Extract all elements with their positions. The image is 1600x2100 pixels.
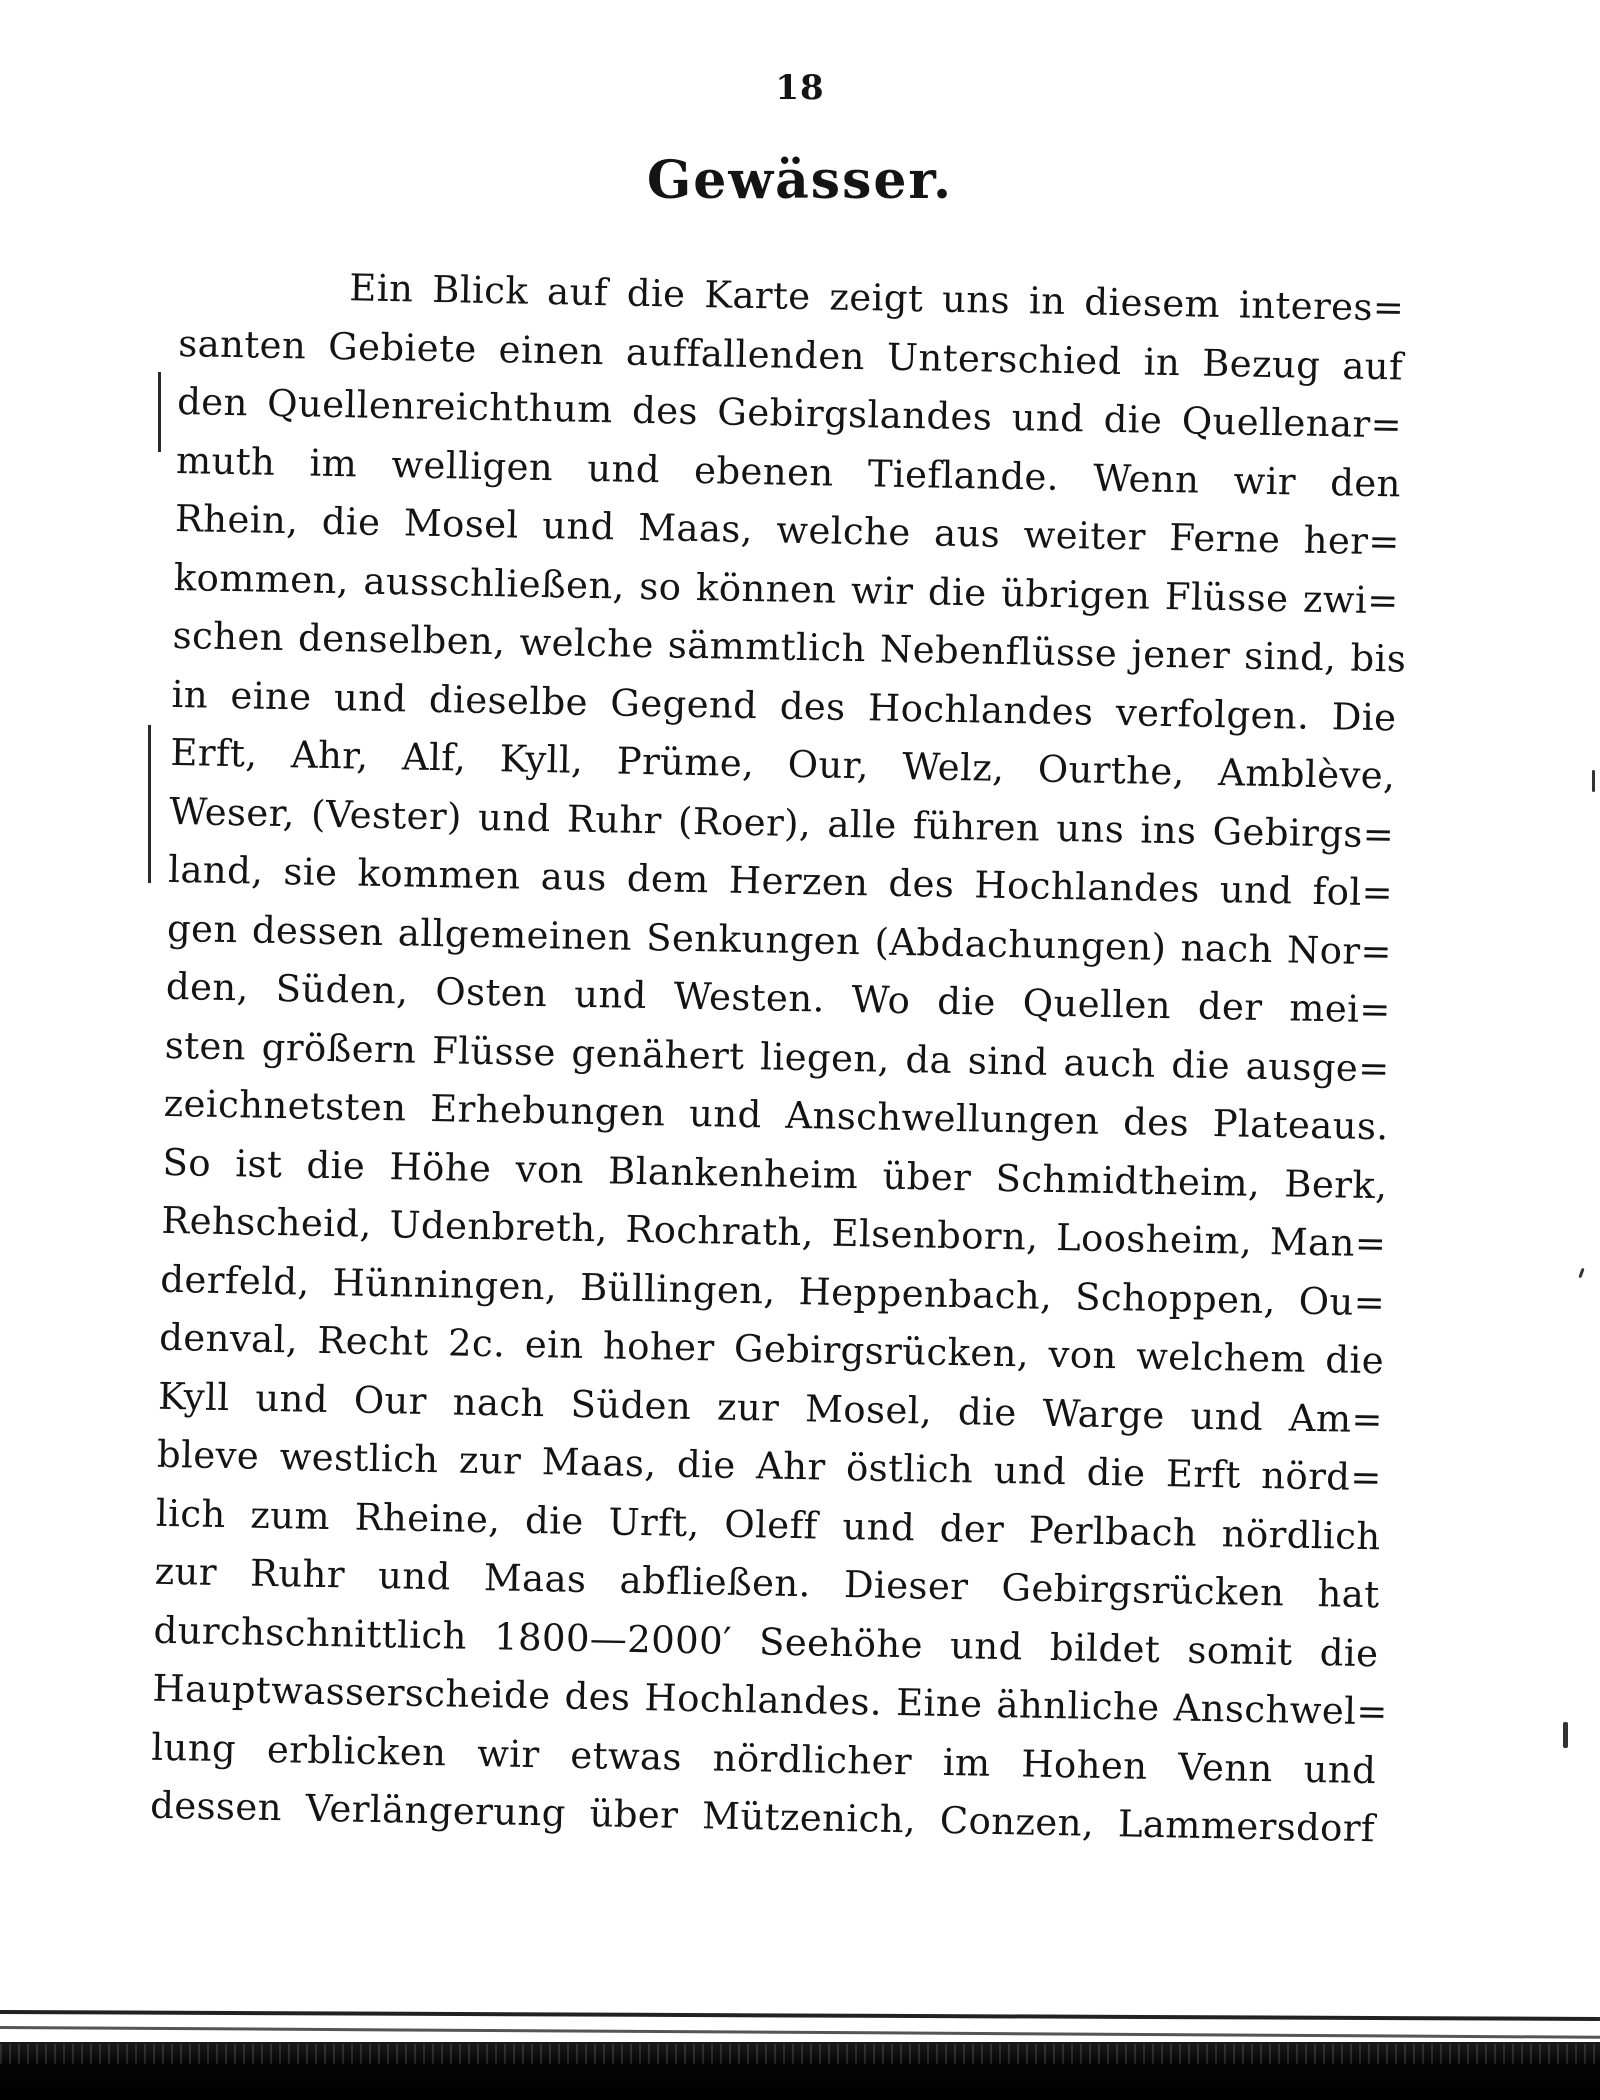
text-line: Hauptwasserscheide des Hochlandes. Eine ähnliche Anschwel= [152,1666,1389,1734]
text-line: Weser, (Vester) und Ruhr (Roer), alle führen uns ins Gebirgs= [168,789,1395,856]
text-line: Erft, Ahr, Alf, Kyll, Prüme, Our, Welz, Ourthe, Amblève, [170,730,1396,798]
text-line: den Quellenreichthum des Gebirgslandes und die Quellenar= [176,379,1403,447]
text-line: zur Ruhr und Maas abfließen. Dieser Gebirgsrücken hat [154,1549,1380,1617]
body-paragraph [150,256,1405,1859]
text-line: in eine und dieselbe Gegend des Hochlandes verfolgen. Die [171,672,1397,739]
text-line: den, Süden, Osten und Westen. Wo die Quellen der mei= [165,964,1392,1032]
margin-mark [148,725,151,883]
text-line: bleve westlich zur Maas, die Ahr östlich und die Erft nörd= [156,1432,1383,1500]
scan-noise [0,2044,1600,2064]
text-line: kommen, ausschließen, so können wir die übrigen Flüsse zwi= [173,555,1400,622]
text-line: zeichnetsten Erhebungen und Anschwellungen des Plateaus. [163,1081,1389,1149]
section-heading: Gewässer. [646,150,954,211]
margin-mark [158,372,161,452]
scan-speck [1563,1722,1568,1748]
text-line: derfeld, Hünningen, Büllingen, Heppenbach, Schoppen, Ou= [159,1257,1386,1324]
text-line: land, sie kommen aus dem Herzen des Hochlandes und fol= [167,847,1394,915]
text-line: santen Gebiete einen auffallenden Unterschied in Bezug auf [177,321,1404,388]
text-line: schen denselben, welche sämmtlich Nebenflüsse jener sind, bis [172,613,1407,681]
text-line: Rhein, die Mosel und Maas, welche aus weiter Ferne her= [174,496,1401,564]
text-line: Kyll und Our nach Süden zur Mosel, die Warge und Am= [157,1374,1384,1441]
scan-speck [1592,770,1595,792]
text-line: Rehscheid, Udenbreth, Rochrath, Elsenborn, Loosheim, Man= [161,1198,1387,1266]
scan-bottom-edge [0,2000,1600,2100]
text-line: muth im welligen und ebenen Tieflande. Wenn wir den [175,438,1402,505]
text-line: So ist die Höhe von Blankenheim über Schmidtheim, Berk, [162,1140,1388,1207]
text-line: lung erblicken wir etwas nördlicher im Hohen Venn und [150,1725,1377,1792]
text-line: denval, Recht 2c. ein hoher Gebirgsrücken, von welchem die [158,1315,1385,1383]
text-line: lich zum Rheine, die Urft, Oleff und der Perlbach nördlich [155,1491,1382,1558]
text-line: sten größern Flüsse genähert liegen, da sind auch die ausge= [164,1023,1391,1090]
scan-speck [1578,1268,1584,1278]
scan-edge-line [0,2026,1600,2039]
text-line: durchschnittlich 1800—2000′ Seehöhe und bildet somit die [153,1608,1379,1675]
text-line: gen dessen allgemeinen Senkungen (Abdachungen) nach Nor= [166,906,1393,973]
text-line: Ein Blick auf die Karte zeigt uns in diesem interes= [349,266,1405,330]
text-line: dessen Verlängerung über Mützenich, Conzen, Lammersdorf [149,1783,1376,1851]
page-number: 18 [775,68,825,108]
scan-edge-line [0,2010,1600,2021]
